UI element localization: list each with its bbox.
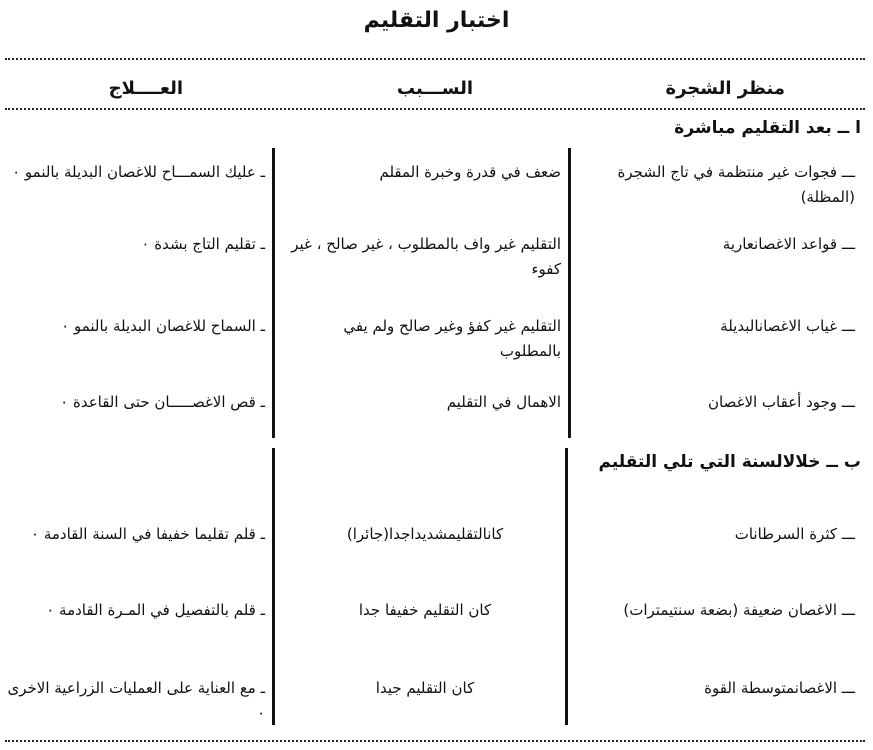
table-row-b3-remedy: ـ مع العناية على العمليات الزراعية الاخرى ٠	[7, 679, 265, 722]
table-row-a1-appearance: ـــ فجوات غير منتظمة في تاج الشجرة (المظلة)	[617, 163, 855, 206]
table-row-a2-cause: التقليم غير واف بالمطلوب ، غير صالح ، غير كفوء	[291, 235, 561, 278]
table-row-a1-cause: ضعف في قدرة وخبرة المقلم	[379, 163, 561, 181]
table-row-b1-remedy: ـ قلم تقليما خفيفا في السنة القادمة ٠	[30, 525, 265, 543]
table-row-a4-appearance: ـــ وجود أعقاب الاغصان	[708, 393, 855, 411]
table-row-b2-cause: كان التقليم خفيفا جدا	[358, 601, 492, 619]
header-cause: الســـبب	[396, 78, 473, 99]
table-row-b2-remedy: ـ قلم بالتفصيل في المـرة القادمة ٠	[46, 601, 265, 619]
column-divider-b-right	[565, 448, 568, 725]
column-divider-a-left	[272, 148, 275, 438]
table-row-a3-remedy: ـ السماح للاغصان البديلة بالنمو ٠	[61, 317, 265, 335]
section-b-label: ب ــ خلالالسنة التي تلي التقليم	[598, 452, 861, 472]
table-row-a3-appearance: ـــ غياب الاغصانالبديلة	[720, 317, 855, 335]
table-row-a4-cause: الاهمال في التقليم	[446, 393, 561, 411]
table-row-a1-remedy: ـ عليك السمـــاح للاغصان البديلة بالنمو ٠	[12, 163, 265, 181]
table-row-b1-cause: كانالتقليمشديداجدا(جائرا)	[346, 525, 504, 543]
table-row-a2-remedy: ـ تقليم التاج بشدة ٠	[141, 235, 265, 253]
top-divider	[5, 58, 865, 60]
table-row-a3-cause: التقليم غير كفؤ وغير صالح ولم يفي بالمطلوب	[343, 317, 561, 360]
bottom-divider	[5, 740, 865, 742]
table-row-a4-remedy: ـ قص الاغصـــــان حتى القاعدة ٠	[60, 393, 265, 411]
table-row-a2-appearance: ـــ قواعد الاغصانعارية	[722, 235, 855, 253]
page-title: اختبار التقليم	[363, 8, 510, 33]
header-appearance: منظر الشجرة	[665, 78, 785, 99]
column-divider-a-right	[568, 148, 571, 438]
table-row-b3-cause: كان التقليم جيدا	[375, 679, 475, 697]
header-divider	[5, 108, 865, 110]
table-row-b1-appearance: ـــ كثرة السرطانات	[734, 525, 855, 543]
column-divider-b-left	[272, 448, 275, 725]
header-remedy: العــــلاج	[108, 78, 183, 99]
table-row-b2-appearance: ـــ الاغصان ضعيفة (بضعة سنتيمترات)	[623, 601, 855, 619]
section-a-label: ا ــ بعد التقليم مباشرة	[674, 118, 861, 138]
table-row-b3-appearance: ـــ الاغصانمتوسطة القوة	[704, 679, 855, 697]
